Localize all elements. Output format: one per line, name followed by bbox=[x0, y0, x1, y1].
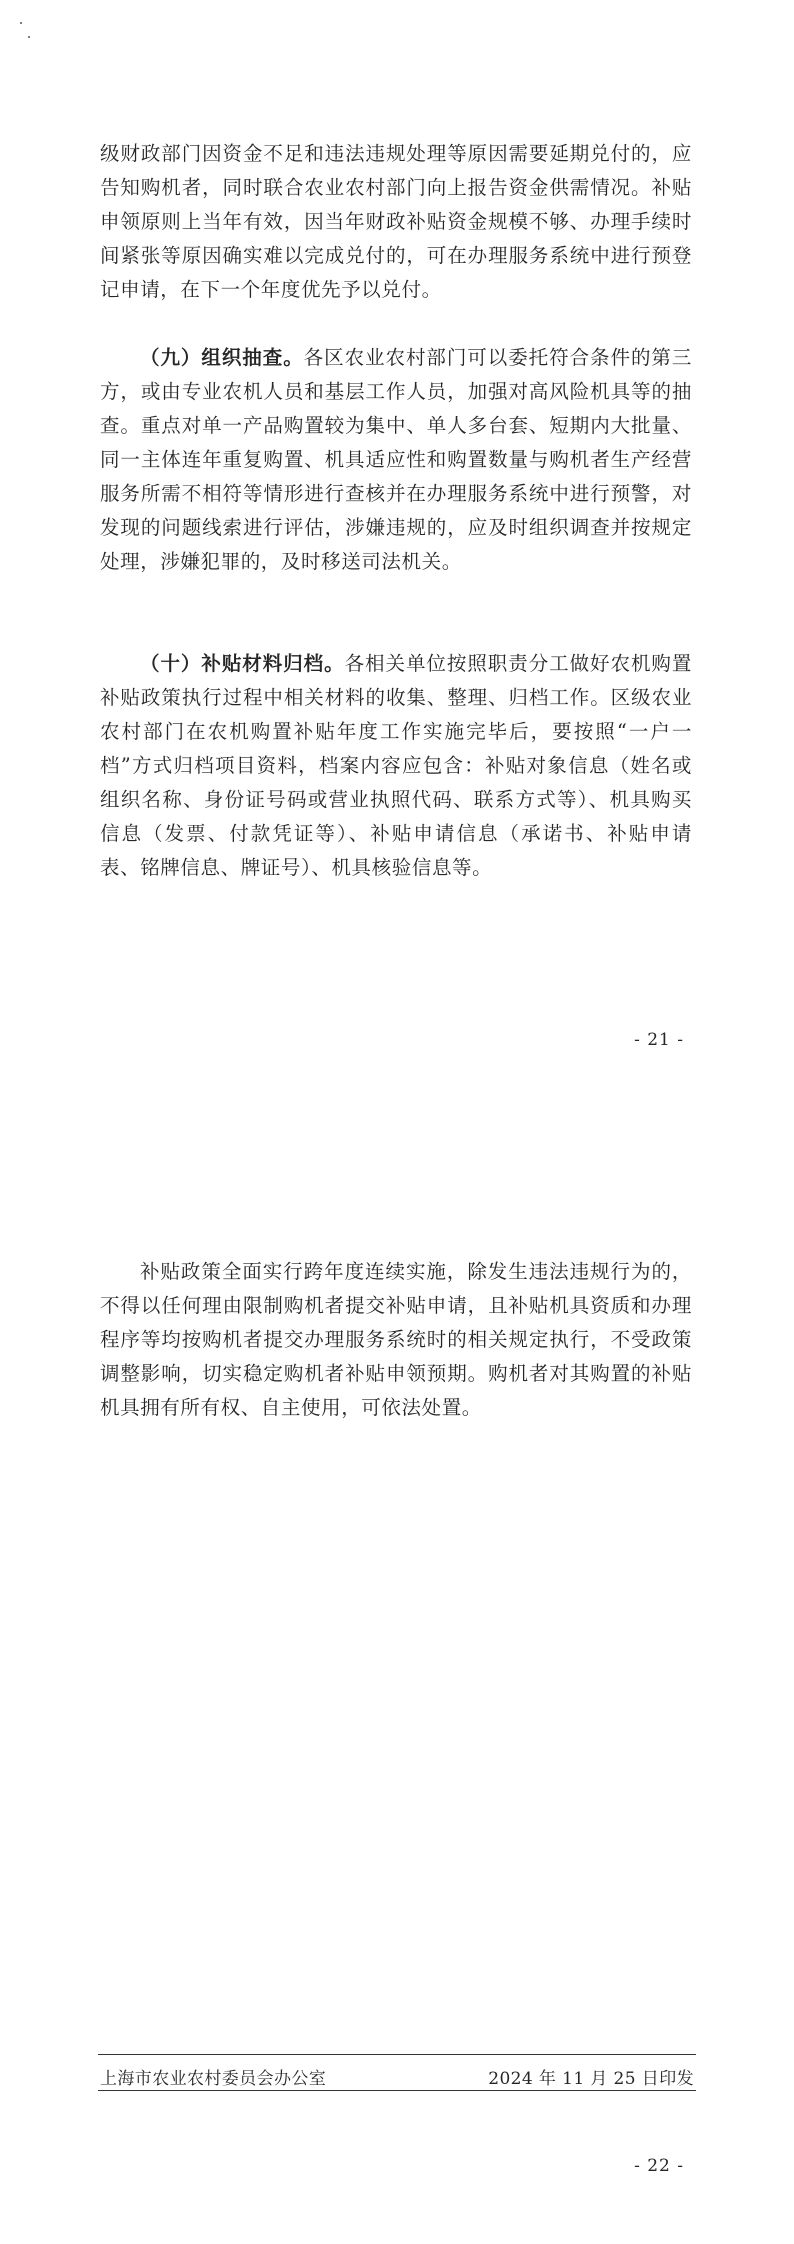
issue-date: 2024 年 11 月 25 日印发 bbox=[488, 2069, 694, 2089]
section-9-heading: （九）组织抽查。 bbox=[140, 346, 304, 369]
page-number: - 21 - bbox=[634, 1030, 684, 1050]
section-10-paragraph bbox=[100, 647, 692, 885]
issuer-office: 上海市农业农村委员会办公室 bbox=[100, 2069, 327, 2089]
page-number: - 22 - bbox=[634, 2156, 684, 2176]
policy-paragraph: 补贴政策全面实行跨年度连续实施，除发生违法违规行为的，不得以任何理由限制购机者提交补贴申请，且补贴机具资质和办理程序等均按购机者提交办理服务系统时的相关规定执行，不受政策调整影响，切实稳定购机者补贴申领预期。购机者对其购置的补贴机具拥有所有权、自主使用，可依法处置。 bbox=[100, 1260, 692, 1419]
footer-bottom-rule bbox=[98, 2090, 696, 2091]
section-9-paragraph bbox=[100, 341, 692, 579]
continuation-paragraph: 级财政部门因资金不足和违法违规处理等原因需要延期兑付的，应告知购机者，同时联合农业农村部门向上报告资金供需情况。补贴申领原则上当年有效，因当年财政补贴资金规模不够、办理手续时间紧张等原因确实难以完成兑付的，可在办理服务系统中进行预登记申请，在下一个年度优先予以兑付。 bbox=[100, 142, 692, 301]
page-22 bbox=[0, 1122, 794, 2244]
imprint-footer bbox=[100, 2064, 694, 2089]
scan-speck bbox=[20, 22, 22, 24]
section-9-body: 各区农业农村部门可以委托符合条件的第三方，或由专业农机人员和基层工作人员，加强对高风险机具等的抽查。重点对单一产品购置较为集中、单人多台套、短期内大批量、同一主体连年重复购置、机具适应性和购置数量与购机者生产经营服务所需不相符等情形进行查核并在办理服务系统中进行预警，对发现的问题线索进行评估，涉嫌违规的，应及时组织调查并按规定处理，涉嫌犯罪的，及时移送司法机关。 bbox=[100, 346, 692, 573]
section-10-body: 各相关单位按照职责分工做好农机购置补贴政策执行过程中相关材料的收集、整理、归档工作。区级农业农村部门在农机购置补贴年度工作实施完毕后，要按照“一户一档”方式归档项目资料，档案内容应包含：补贴对象信息（姓名或组织名称、身份证号码或营业执照代码、联系方式等）、机具购买信息（发票、付款凭证等）、补贴申请信息（承诺书、补贴申请表、铭牌信息、牌证号）、机具核验信息等。 bbox=[100, 652, 692, 879]
footer-top-rule bbox=[98, 2054, 696, 2055]
scan-speck bbox=[28, 36, 30, 38]
section-10-heading: （十）补贴材料归档。 bbox=[140, 652, 345, 675]
